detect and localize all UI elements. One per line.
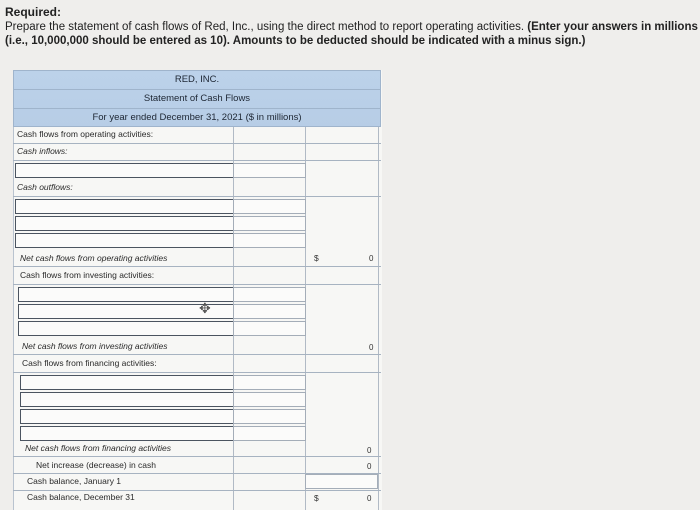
label-investing: Cash flows from investing activities: — [20, 270, 155, 280]
label-inflows: Cash inflows: — [17, 146, 68, 156]
investing-amount-input-1[interactable] — [233, 287, 306, 302]
hand-pointer-icon: ✥ — [199, 300, 211, 316]
label-operating: Cash flows from operating activities: — [17, 129, 154, 139]
instructions-line2-bold: (i.e., 10,000,000 should be entered as 10). Amounts to be deducted should be indicated with a minus sign.) — [5, 35, 586, 47]
label-balance-dec: Cash balance, December 31 — [27, 492, 135, 502]
label-net-operating: Net cash flows from operating activities — [20, 253, 168, 263]
required-heading: Required: — [5, 5, 62, 19]
dollar-sign-balance: $ — [314, 493, 319, 503]
balance-jan-input[interactable] — [305, 474, 378, 489]
value-net-investing: 0 — [369, 343, 374, 352]
instructions-line1-bold: (Enter your answers in millions — [527, 21, 698, 33]
statement-title: Statement of Cash Flows — [143, 93, 251, 104]
financing-amount-input-3[interactable] — [233, 409, 306, 424]
value-net-financing: 0 — [367, 446, 372, 455]
label-financing: Cash flows from financing activities: — [22, 358, 157, 368]
label-net-investing: Net cash flows from investing activities — [22, 341, 168, 351]
inflow-amount-input-1[interactable] — [233, 163, 306, 178]
label-balance-jan: Cash balance, January 1 — [27, 476, 122, 486]
outflow-amount-input-2[interactable] — [233, 216, 306, 231]
financing-amount-input-4[interactable] — [233, 426, 306, 441]
label-net-financing: Net cash flows from financing activities — [25, 443, 171, 453]
value-balance-dec: 0 — [367, 494, 372, 503]
dollar-sign-operating: $ — [314, 253, 319, 263]
investing-amount-input-2[interactable] — [233, 304, 306, 319]
outflow-amount-input-1[interactable] — [233, 199, 306, 214]
label-net-increase: Net increase (decrease) in cash — [36, 460, 157, 470]
value-net-increase: 0 — [367, 462, 372, 471]
statement-header — [13, 70, 381, 127]
company-name: RED, INC. — [174, 74, 220, 85]
financing-amount-input-1[interactable] — [233, 375, 306, 390]
investing-amount-input-3[interactable] — [233, 321, 306, 336]
instructions-line1-plain: Prepare the statement of cash flows of Red, Inc., using the direct method to report operating activities. — [5, 21, 528, 33]
value-net-operating: 0 — [369, 254, 374, 263]
outflow-amount-input-3[interactable] — [233, 233, 306, 248]
financing-amount-input-2[interactable] — [233, 392, 306, 407]
instructions — [5, 20, 700, 48]
label-outflows: Cash outflows: — [17, 182, 73, 192]
statement-period: For year ended December 31, 2021 ($ in millions) — [92, 112, 302, 123]
